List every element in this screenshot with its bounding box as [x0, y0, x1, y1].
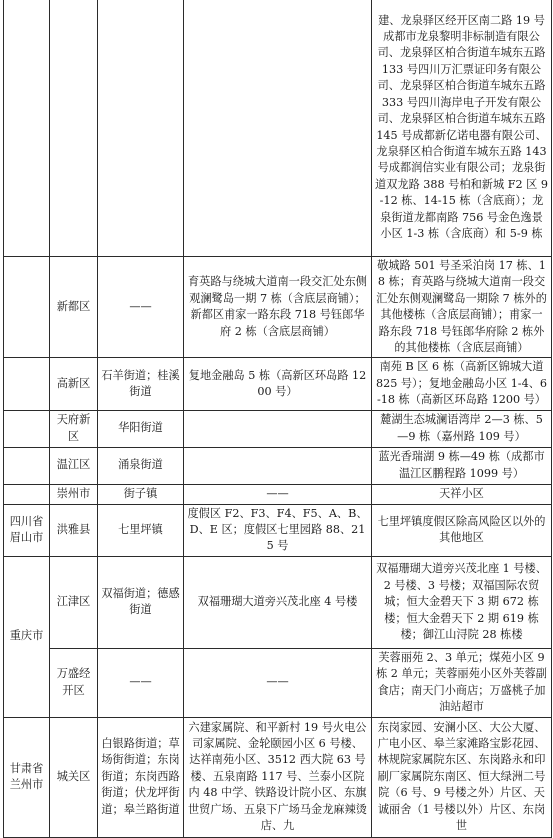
street-cell: 石羊街道；桂溪街道	[98, 358, 184, 410]
city-cell	[4, 484, 50, 504]
low-risk-cell: 蓝光香瑞湖 9 栋—49 栋（成都市温江区鹏程路 1099 号）	[372, 447, 552, 484]
city-cell: 重庆市	[4, 556, 50, 717]
table-row	[4, 358, 552, 410]
city-cell: 四川省眉山市	[4, 504, 50, 556]
district-cell: 城关区	[50, 717, 98, 837]
table-row	[4, 717, 552, 837]
district-cell	[50, 0, 98, 257]
low-risk-cell: 麓湖生态城澜语湾岸 2—3 栋、5—9 栋（嘉州路 109 号）	[372, 410, 552, 447]
city-cell	[4, 358, 50, 410]
street-cell: 华阳街道	[98, 410, 184, 447]
district-cell: 洪雅县	[50, 504, 98, 556]
low-risk-cell: 敬城路 501 号圣采泊岗 17 栋、18 栋；育英路与绕城大道南一段交汇处东侧观澜鹭岛一期除 7 栋外的其他楼栋（含底层商铺）；甫家一路东段 718 号钰郎华府除 2 栋外的其他楼栋（含底层商铺）	[372, 257, 552, 358]
medium-risk-cell	[184, 447, 372, 484]
street-cell: ——	[98, 648, 184, 717]
table-row	[4, 648, 552, 717]
city-cell: 甘肃省兰州市	[4, 717, 50, 837]
risk-area-table	[3, 0, 552, 838]
medium-risk-cell: 复地金融岛 5 栋（高新区环岛路 1200 号）	[184, 358, 372, 410]
low-risk-cell: 天祥小区	[372, 484, 552, 504]
low-risk-cell: 芙蓉丽苑 2、3 单元；煤苑小区 9 栋 2 单元；芙蓉丽苑小区外芙蓉副食店；南天门小商店；万盛桃子加油站超市	[372, 648, 552, 717]
table-row	[4, 0, 552, 257]
district-cell: 温江区	[50, 447, 98, 484]
district-cell: 新都区	[50, 257, 98, 358]
low-risk-cell: 七里坪镇度假区除高风险区以外的其他地区	[372, 504, 552, 556]
medium-risk-cell: ——	[184, 484, 372, 504]
city-cell	[4, 410, 50, 447]
district-cell: 万盛经开区	[50, 648, 98, 717]
medium-risk-cell	[184, 410, 372, 447]
medium-risk-cell	[184, 0, 372, 257]
district-cell: 高新区	[50, 358, 98, 410]
low-risk-cell: 建、龙泉驿区经开区南二路 19 号成都市龙泉黎明非标制造有限公司、龙泉驿区柏合街道车城东五路 133 号四川万汇票证印务有限公司、龙泉驿区柏合街道车城东五路 333 号四川海岸电子开发有限公司、龙泉驿区柏合街道车城东五路 145 号成都新亿诺电器有限公司、龙泉驿区柏合街道车城东五路 143 号成都润信实业有限公司；龙泉街道双龙路 388 号柏和新城 F2 区 9-12 栋、14-15 栋（含底商）；龙泉街道龙都南路 756 号金色逸景小区 1-3 栋（含底商）和 5-9 栋	[372, 0, 552, 257]
medium-risk-cell: 双福珊瑚大道旁兴茂北座 4 号楼	[184, 556, 372, 648]
city-cell	[4, 447, 50, 484]
street-cell: 双福街道；德感街道	[98, 556, 184, 648]
table-row	[4, 447, 552, 484]
medium-risk-cell: 育英路与绕城大道南一段交汇处东侧观澜鹭岛一期 7 栋（含底层商铺）；新都区甫家一路东段 718 号钰郎华府 2 栋（含底层商铺）	[184, 257, 372, 358]
table-row	[4, 504, 552, 556]
city-cell	[4, 0, 50, 257]
low-risk-cell: 东岗家园、安澜小区、大公大厦、广电小区、皋兰家滩路宝影花园、林规院家属院东区、东岗路永和印刷厂家属院东南区、恒大绿洲二号院（6 号、9 号楼之外）片区、天诚丽舍（1 号楼以外）片区、东岗世	[372, 717, 552, 837]
table-row	[4, 556, 552, 648]
district-cell: 天府新区	[50, 410, 98, 447]
medium-risk-cell: ——	[184, 648, 372, 717]
city-cell	[4, 257, 50, 358]
street-cell: 街子镇	[98, 484, 184, 504]
medium-risk-cell: 六建家属院、和平新村 19 号火电公司家属院、金轮颐园小区 6 号楼、达祥南苑小区、3512 西大院 63 号楼、五泉南路 117 号、兰泰小区院内 48 中学、铁路设计院小区、东旗世贸广场、五泉下广场马金龙麻辣烫店、九	[184, 717, 372, 837]
table-row	[4, 410, 552, 447]
street-cell: 白银路街道；草场街街道；东岗街道；东岗西路街道；伏龙坪街道；皋兰路街道	[98, 717, 184, 837]
table-row	[4, 484, 552, 504]
street-cell: 七里坪镇	[98, 504, 184, 556]
district-cell: 崇州市	[50, 484, 98, 504]
low-risk-cell: 南苑 B 区 6 栋（高新区锦城大道 825 号）；复地金融岛小区 1-4、6-18 栋（高新区环岛路 1200 号）	[372, 358, 552, 410]
street-cell: ——	[98, 257, 184, 358]
table-row	[4, 257, 552, 358]
district-cell: 江津区	[50, 556, 98, 648]
medium-risk-cell: 度假区 F2、F3、F4、F5、A、B、D、E 区；度假区七里园路 88、215 号	[184, 504, 372, 556]
low-risk-cell: 双福珊瑚大道旁兴茂北座 1 号楼、2 号楼、3 号楼；双福国际农贸城；恒大金碧天下 3 期 672 栋楼；恒大金碧天下 2 期 619 栋楼；御江山浔院 28 栋楼	[372, 556, 552, 648]
street-cell	[98, 0, 184, 257]
street-cell: 涌泉街道	[98, 447, 184, 484]
